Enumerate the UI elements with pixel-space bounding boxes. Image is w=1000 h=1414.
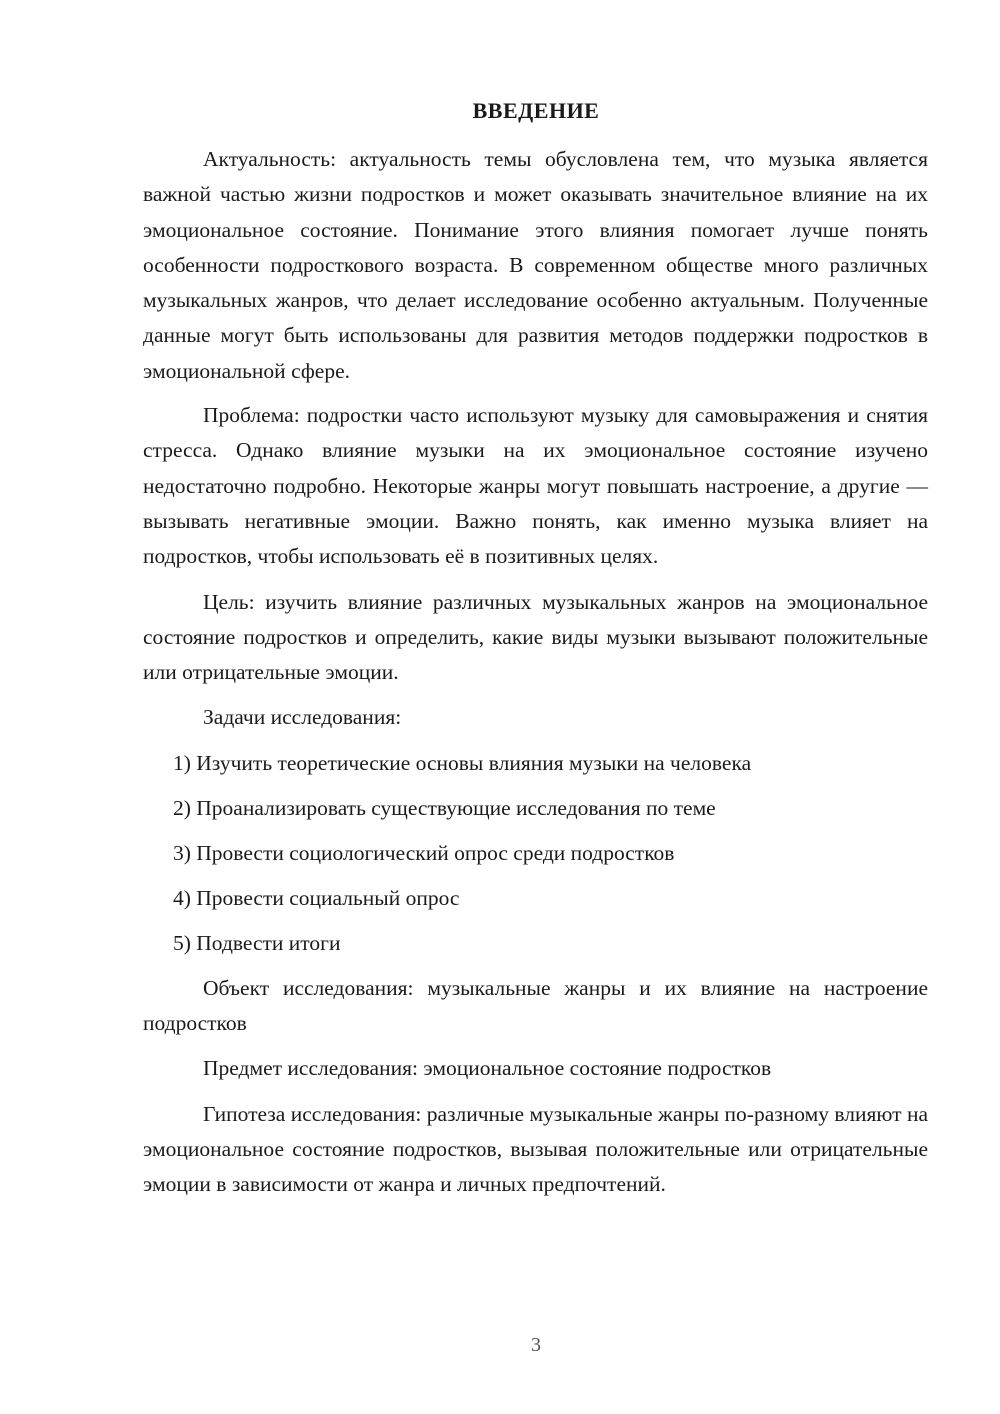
- list-item: 3) Провести социологический опрос среди подростков: [173, 840, 675, 865]
- document-body: [143, 142, 928, 1213]
- subject-paragraph: Предмет исследования: эмоциональное состояние подростков: [203, 1056, 772, 1081]
- tasks-list: [143, 746, 928, 961]
- list-item: 2) Проанализировать существующие исследования по теме: [173, 795, 716, 820]
- list-item: 1) Изучить теоретические основы влияния музыки на человека: [173, 750, 752, 775]
- list-item: 5) Подвести итоги: [173, 930, 341, 955]
- object-paragraph: Объект исследования: музыкальные жанры и их влияние на настроение подростков: [143, 975, 928, 1036]
- page-number: 3: [531, 1334, 541, 1356]
- relevance-paragraph: Актуальность: актуальность темы обусловлена тем, что музыка является важной частью жизни подростков и может оказывать значительное влияние на их эмоциональное состояние. Понимание этого влияния помогает лучше понять особенности подросткового возраста. В современном обществе много различных музыкальных жанров, что делает исследование особенно актуальным. Полученные данные могут быть использованы для развития методов поддержки подростков в эмоциональной сфере.: [143, 147, 928, 383]
- hypothesis-paragraph: Гипотеза исследования: различные музыкальные жанры по-разному влияют на эмоциональное состояние подростков, вызывая положительные или отрицательные эмоции в зависимости от жанра и личных предпочтений.: [143, 1101, 928, 1197]
- tasks-heading: Задачи исследования:: [203, 705, 402, 730]
- goal-paragraph: Цель: изучить влияние различных музыкальных жанров на эмоциональное состояние подростков и определить, какие виды музыки вызывают положительные или отрицательные эмоции.: [143, 589, 928, 685]
- page-title: ВВЕДЕНИЕ: [472, 98, 600, 123]
- list-item: 4) Провести социальный опрос: [173, 885, 460, 910]
- problem-paragraph: Проблема: подростки часто используют музыку для самовыражения и снятия стресса. Однако влияние музыки на их эмоциональное состояние изучено недостаточно подробно. Некоторые жанры могут повышать настроение, а другие — вызывать негативные эмоции. Важно понять, как именно музыка влияет на подростков, чтобы использовать её в позитивных целях.: [143, 403, 928, 569]
